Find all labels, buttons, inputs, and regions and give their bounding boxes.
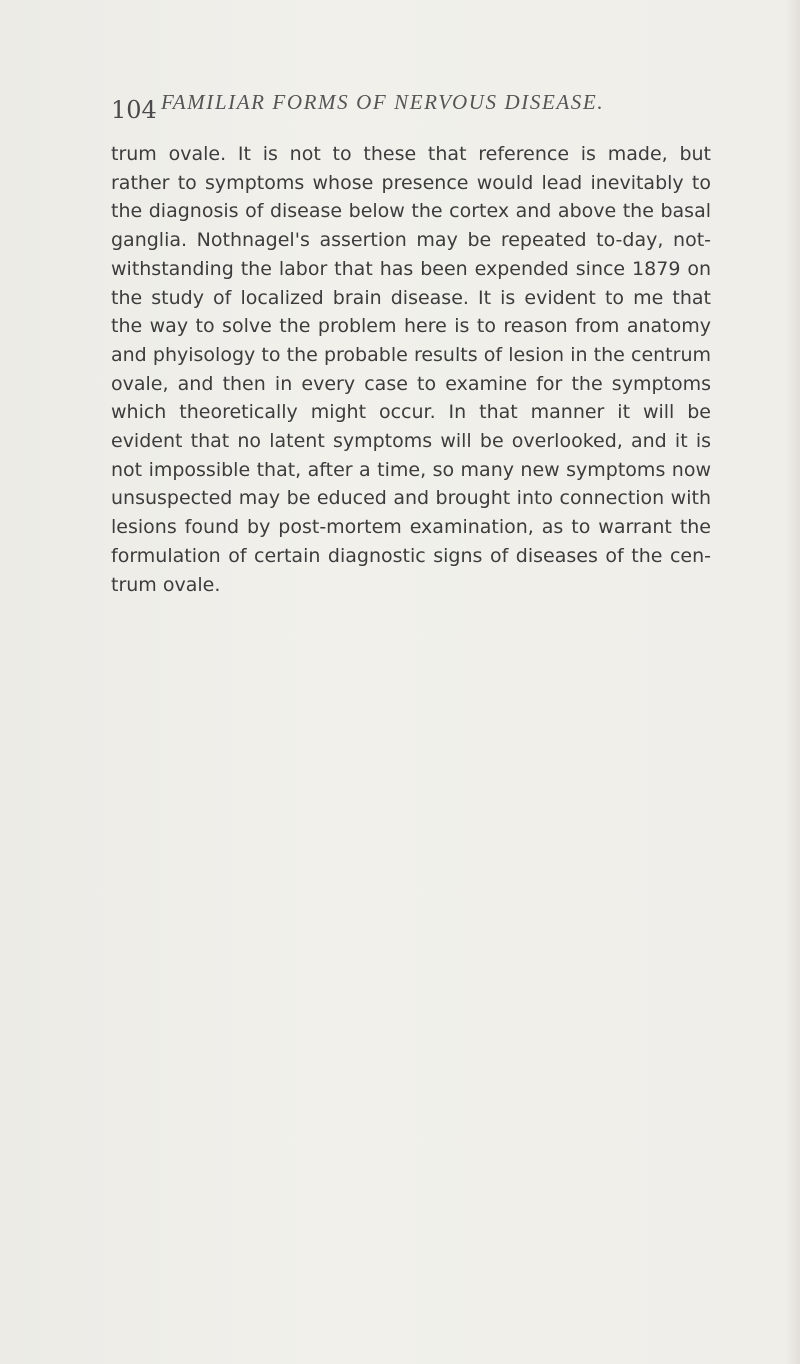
text-line: the study of localized brain disease. It is evident to me that: [111, 286, 711, 309]
text-line: which theoretically might occur. In that manner it will be: [111, 401, 711, 424]
text-line: lesions found by post-mortem examination, as to warrant the: [111, 516, 711, 539]
text-line: formulation of certain diagnostic signs of diseases of the cen-: [111, 544, 711, 567]
text-line: the diagnosis of disease below the cortex and above the basal: [111, 200, 711, 223]
text-line: and phyisology to the probable results of lesion in the centrum: [111, 343, 711, 366]
text-line: trum ovale. It is not to these that reference is made, but: [111, 143, 711, 165]
text-line: the way to solve the problem here is to reason from anatomy: [111, 315, 711, 338]
text-line: not impossible that, after a time, so many new symptoms now: [111, 458, 711, 481]
text-line: ovale, and then in every case to examine for the symptoms: [111, 372, 711, 395]
text-line: evident that no latent symptoms will be overlooked, and it is: [111, 430, 711, 453]
page-number: 104: [111, 96, 157, 124]
page-edge-shadow: [786, 0, 800, 1364]
text-line-last: trum ovale.: [111, 573, 221, 596]
body-paragraph: [111, 140, 711, 599]
text-line: withstanding the labor that has been expended since 1879 on: [111, 257, 711, 280]
text-line: unsuspected may be educed and brought into connection with: [111, 487, 711, 510]
text-line: rather to symptoms whose presence would lead inevitably to: [111, 171, 711, 194]
running-head-title: FAMILIAR FORMS OF NERVOUS DISEASE.: [161, 90, 605, 114]
text-line: ganglia. Nothnagel's assertion may be repeated to-day, not-: [111, 229, 711, 252]
running-head: [111, 90, 751, 130]
